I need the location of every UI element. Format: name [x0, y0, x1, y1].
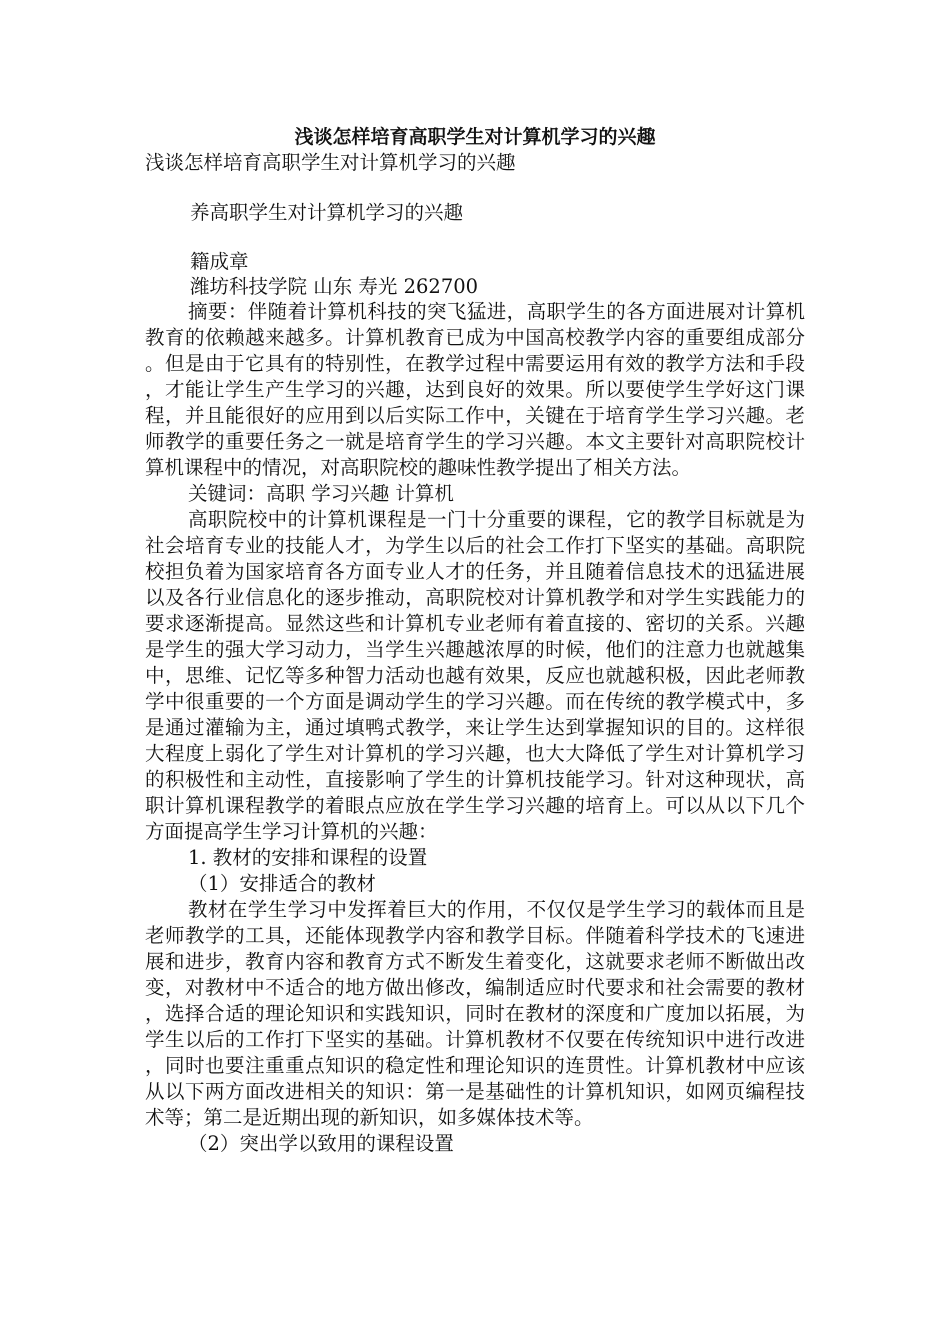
body-paragraph: 教材在学生学习中发挥着巨大的作用，不仅仅是学生学习的载体而且是老师教学的工具，还能体现教学内容和教学目标。伴随着科学技术的飞速进展和进步，教育内容和教育方式不断发生着变化，这就要求老师不断做出改变，对教材中不适合的地方做出修改，编制适应时代要求和社会需要的教材，选择合适的理论知识和实践知识，同时在教材的深度和广度加以拓展，为学生以后的工作打下坚实的基础。计算机教材不仅要在传统知识中进行改进，同时也要注重重点知识的稳定性和理论知识的连贯性。计算机教材中应该从以下两方面改进相关的知识：第一是基础性的计算机知识，如网页编程技术等；第二是近期出现的新知识，如多媒体技术等。	[145, 898, 805, 1129]
document-body	[145, 299, 805, 1157]
repeat-title: 浅谈怎样培育高职学生对计算机学习的兴趣	[145, 151, 516, 174]
author-affiliation: 潍坊科技学院 山东 寿光 262700	[190, 275, 479, 298]
author-name: 籍成章	[190, 250, 249, 273]
document-title: 浅谈怎样培育高职学生对计算机学习的兴趣	[294, 126, 656, 148]
keywords-line: 关键词：高职 学习兴趣 计算机	[188, 482, 454, 505]
body-paragraph: 高职院校中的计算机课程是一门十分重要的课程，它的教学目标就是为社会培育专业的技能人才，为学生以后的社会工作打下坚实的基础。高职院校担负着为国家培育各方面专业人才的任务，并且随着信息技术的迅猛进展以及各行业信息化的逐步推动，高职院校对计算机教学和对学生实践能力的要求逐渐提高。显然这些和计算机专业老师有着直接的、密切的关系。兴趣是学生的强大学习动力，当学生兴趣越浓厚的时候，他们的注意力也就越集中，思维、记忆等多种智力活动也越有效果，反应也就越积极，因此老师教学中很重要的一个方面是调动学生的学习兴趣。而在传统的教学模式中，多是通过灌输为主，通过填鸭式教学，来让学生达到掌握知识的目的。这样很大程度上弱化了学生对计算机的学习兴趣，也大大降低了学生对计算机学习的积极性和主动性，直接影响了学生的计算机技能学习。针对这种现状，高职计算机课程教学的着眼点应放在学生学习兴趣的培育上。可以从以下几个方面提高学生学习计算机的兴趣：	[145, 508, 805, 843]
subtitle: 养高职学生对计算机学习的兴趣	[190, 201, 464, 224]
subsection-heading: （1）安排适合的教材	[188, 872, 376, 895]
abstract-paragraph: 摘要：伴随着计算机科技的突飞猛进，高职学生的各方面进展对计算机教育的依赖越来越多。计算机教育已成为中国高校教学内容的重要组成部分。但是由于它具有的特别性，在教学过程中需要运用有效的教学方法和手段，才能让学生产生学习的兴趣，达到良好的效果。所以要使学生学好这门课程，并且能很好的应用到以后实际工作中，关键在于培育学生学习兴趣。老师教学的重要任务之一就是培育学生的学习兴趣。本文主要针对高职院校计算机课程中的情况，对高职院校的趣味性教学提出了相关方法。	[145, 300, 805, 479]
section-heading: 1. 教材的安排和课程的设置	[188, 846, 428, 869]
subsection-heading: （2）突出学以致用的课程设置	[188, 1132, 454, 1155]
